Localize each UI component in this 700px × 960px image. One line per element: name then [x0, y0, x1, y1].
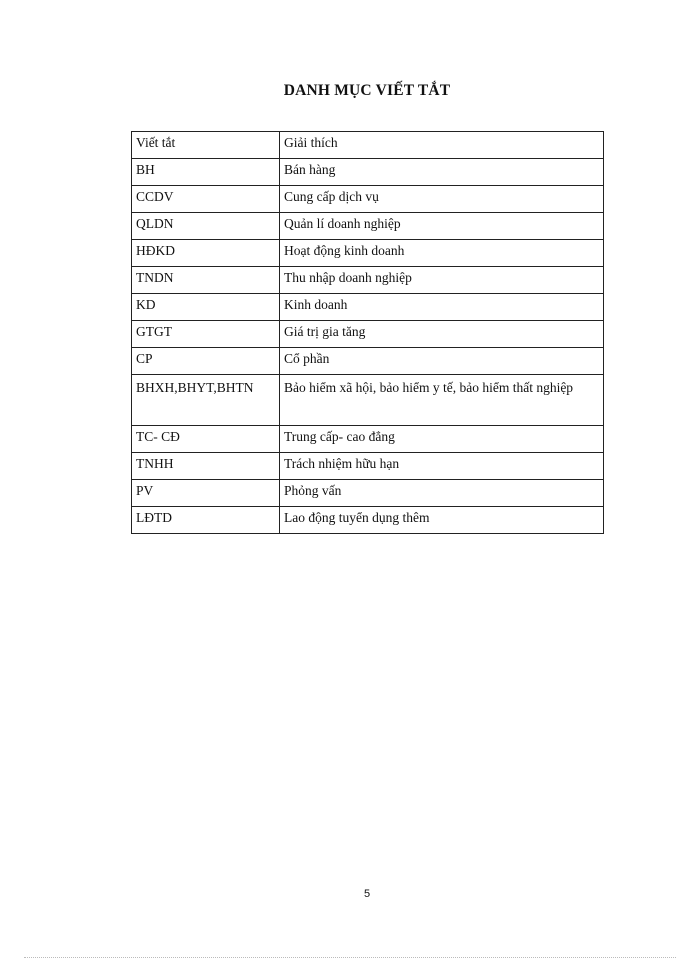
table-row [132, 507, 604, 534]
explanation-cell: Giá trị gia tăng [280, 321, 604, 348]
abbreviation-cell: LĐTD [132, 507, 280, 534]
explanation-cell: Cung cấp dịch vụ [280, 186, 604, 213]
table-row [132, 480, 604, 507]
page-edge-divider [24, 957, 676, 958]
explanation-cell: Thu nhập doanh nghiệp [280, 267, 604, 294]
explanation-cell: Trách nhiệm hữu hạn [280, 453, 604, 480]
abbreviation-cell: CP [132, 348, 280, 375]
table-row [132, 375, 604, 426]
abbreviation-table [131, 131, 604, 534]
table-row [132, 294, 604, 321]
abbreviation-cell: BHXH,BHYT,BHTN [132, 375, 280, 426]
explanation-cell: Trung cấp- cao đẳng [280, 426, 604, 453]
abbreviation-cell: KD [132, 294, 280, 321]
abbreviation-cell: QLDN [132, 213, 280, 240]
table-row [132, 321, 604, 348]
explanation-cell: Quản lí doanh nghiệp [280, 213, 604, 240]
table-header-row [132, 132, 604, 159]
abbreviation-cell: TNHH [132, 453, 280, 480]
table-row [132, 426, 604, 453]
table-row [132, 453, 604, 480]
abbreviation-cell: CCDV [132, 186, 280, 213]
explanation-cell: Kinh doanh [280, 294, 604, 321]
table-row [132, 240, 604, 267]
header-explanation: Giải thích [280, 132, 604, 159]
abbreviation-cell: PV [132, 480, 280, 507]
abbreviation-cell: GTGT [132, 321, 280, 348]
explanation-cell: Phỏng vấn [280, 480, 604, 507]
table-row [132, 159, 604, 186]
table-row [132, 186, 604, 213]
header-abbreviation: Viết tắt [132, 132, 280, 159]
explanation-cell: Cổ phần [280, 348, 604, 375]
explanation-cell: Lao động tuyển dụng thêm [280, 507, 604, 534]
abbreviation-cell: BH [132, 159, 280, 186]
explanation-cell: Hoạt động kinh doanh [280, 240, 604, 267]
page-title: DANH MỤC VIẾT TẮT [283, 82, 451, 99]
explanation-cell: Bảo hiểm xã hội, bảo hiểm y tế, bảo hiểm thất nghiệp [280, 375, 604, 426]
abbreviation-cell: HĐKD [132, 240, 280, 267]
table-row [132, 213, 604, 240]
explanation-cell: Bán hàng [280, 159, 604, 186]
table-row [132, 348, 604, 375]
table-row [132, 267, 604, 294]
abbreviation-cell: TNDN [132, 267, 280, 294]
abbreviation-cell: TC- CĐ [132, 426, 280, 453]
page-number: 5 [363, 888, 371, 900]
